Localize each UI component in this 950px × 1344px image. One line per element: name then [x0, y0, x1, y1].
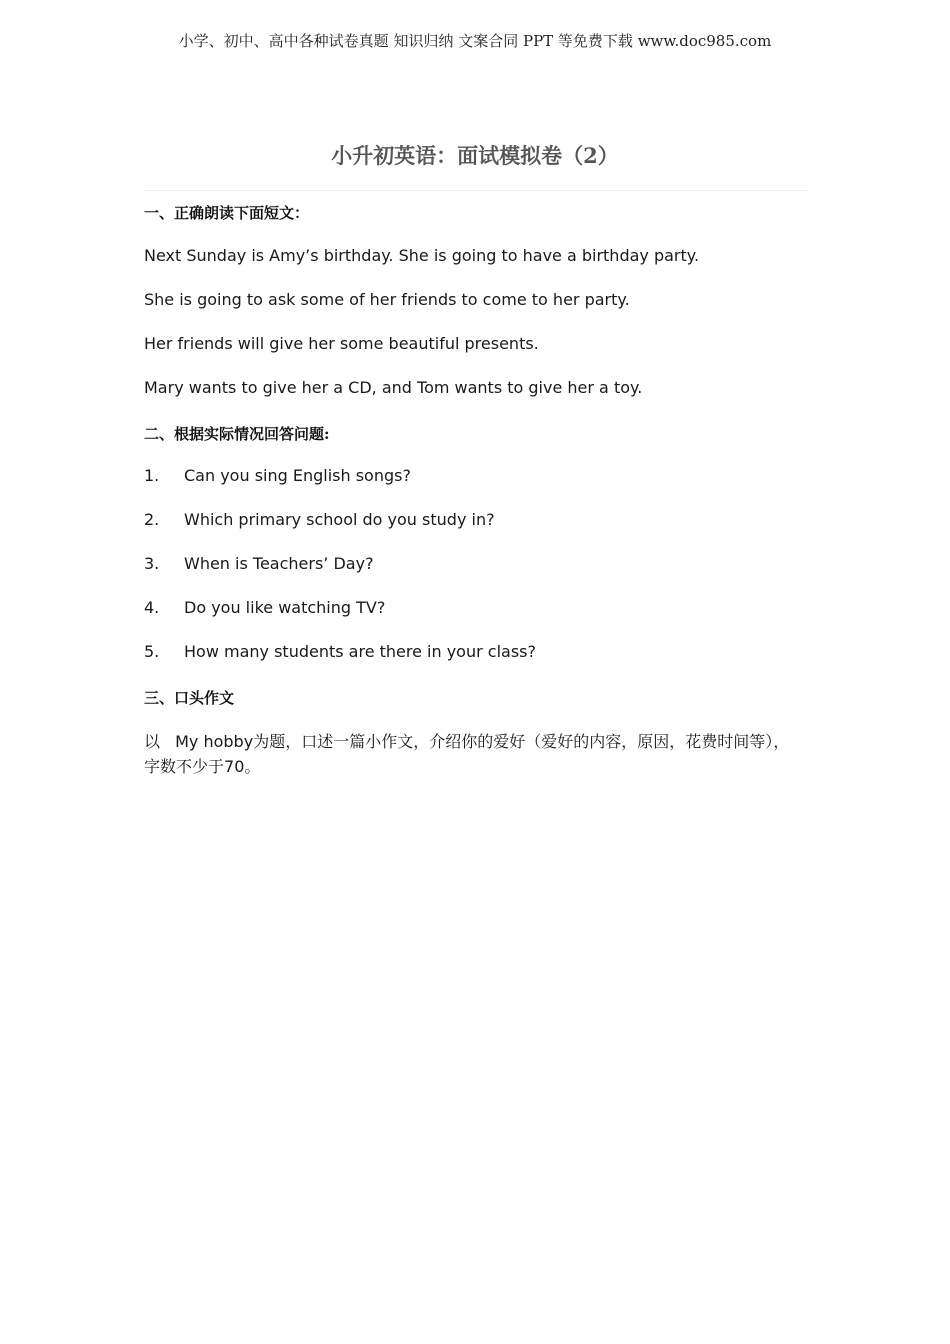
question-5-text: How many students are there in your class?	[184, 642, 536, 661]
question-4-text: Do you like watching TV?	[184, 598, 386, 617]
task-end: 。	[244, 757, 261, 776]
question-2	[144, 510, 495, 529]
section-1-heading: 一、正确朗读下面短文：	[144, 204, 310, 222]
question-3	[144, 554, 374, 573]
task-word-count: 70	[224, 757, 245, 776]
question-4-number: 4.	[144, 598, 160, 617]
task-topic: My hobby	[175, 732, 254, 751]
question-2-text: Which primary school do you study in?	[184, 510, 495, 529]
question-2-number: 2.	[144, 510, 160, 529]
page-title: 小升初英语：面试模拟卷（2）	[331, 143, 619, 168]
task-prefix: 以	[144, 732, 161, 751]
reading-line-1: Next Sunday is Amy’s birthday. She is going to have a birthday party.	[144, 246, 700, 265]
question-4	[144, 598, 385, 617]
question-3-text: When is Teachers’ Day?	[184, 554, 374, 573]
question-1	[144, 466, 411, 485]
question-3-number: 3.	[144, 554, 160, 573]
question-5	[144, 642, 536, 661]
page-header: 小学、初中、高中各种试卷真题 知识归纳 文案合同 PPT 等免费下载 www.doc985.com	[178, 32, 772, 50]
composition-task	[144, 729, 804, 779]
reading-line-2: She is going to ask some of her friends to come to her party.	[144, 290, 630, 309]
task-body: 为题，口述一篇小作文，介绍你的爱好（爱好的内容，原因，花费时间等），字数不少于	[144, 732, 790, 776]
reading-line-4: Mary wants to give her a CD, and Tom wants to give her a toy.	[144, 378, 643, 397]
question-1-number: 1.	[144, 466, 160, 485]
title-divider	[144, 190, 808, 191]
reading-line-3: Her friends will give her some beautiful presents.	[144, 334, 539, 353]
question-1-text: Can you sing English songs?	[184, 466, 411, 485]
section-2-heading: 二、根据实际情况回答问题:	[144, 425, 330, 443]
section-3-heading: 三、口头作文	[144, 689, 235, 707]
question-5-number: 5.	[144, 642, 160, 661]
